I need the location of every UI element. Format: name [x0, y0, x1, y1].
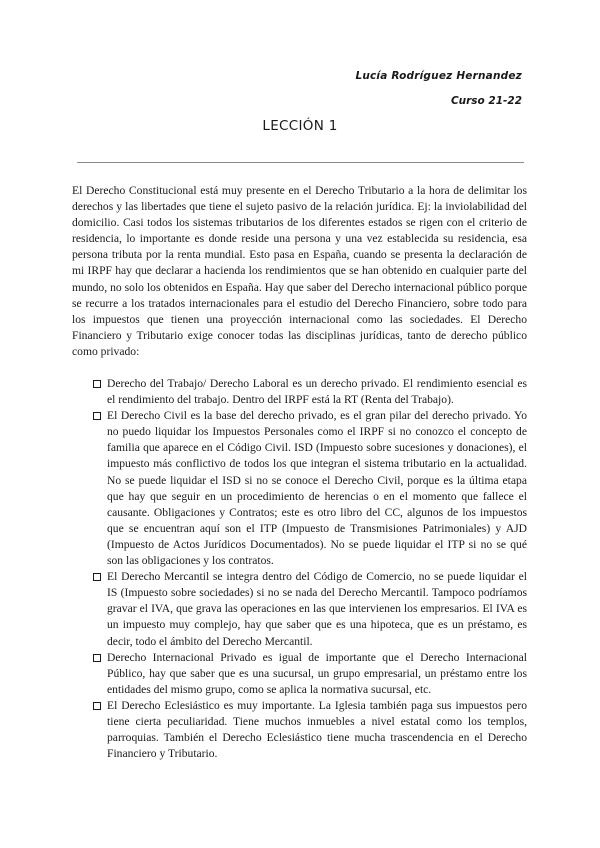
discipline-list	[93, 376, 527, 762]
title-divider	[77, 162, 524, 163]
course-label: Curso 21-22	[450, 95, 522, 107]
list-item-text: El Derecho Eclesiástico es muy importante. La Iglesia también paga sus impuestos pero tiene cierta peculiaridad. Tiene muchos inmuebles a nivel estatal como los templos, parroquias. También el Derecho Eclesiástico tiene mucha trascendencia en el Derecho Financiero y Tributario.	[107, 698, 527, 761]
list-item-text: Derecho del Trabajo/ Derecho Laboral es un derecho privado. El rendimiento esencial es el rendimiento del trabajo. Dentro del IRPF está la RT (Renta del Trabajo).	[107, 377, 527, 407]
checkbox-bullet-icon	[93, 412, 101, 420]
checkbox-bullet-icon	[93, 573, 101, 581]
list-item	[93, 569, 527, 649]
page-title: LECCIÓN 1	[262, 118, 338, 134]
list-item-text: El Derecho Mercantil se integra dentro del Código de Comercio, no se puede liquidar el IS (Impuesto sobre sociedades) si no se nada del Derecho Mercantil. Tampoco podríamos gravar el IVA, que grava las operaciones en las que intervienen los empresarios. El IVA es un impuesto muy complejo, hay que saber que es una hipoteca, que es un préstamo, es decir, todo el ámbito del Derecho Mercantil.	[107, 570, 527, 648]
list-item	[93, 698, 527, 762]
list-item	[93, 376, 527, 408]
list-item-text: El Derecho Civil es la base del derecho privado, es el gran pilar del derecho privado. Yo no puedo liquidar los Impuestos Personales como el IRPF si no conozco el concepto de familia que aparece en el Código Civil. ISD (Impuesto sobre sucesiones y donaciones), el impuesto más conflictivo de todos los que integran el sistema tributario en la actualidad. No se puede liquidar el ISD si no se conoce el Derecho Civil, porque es la última etapa que hay que seguir en un procedimiento de herencias o en el momento que fallece el causante. Obligaciones y Contratos; este es otro libro del CC, algunos de los impuestos que se encuentran aquí son el ITP (Impuesto de Transmisiones Patrimoniales) y AJD (Impuesto de Actos Jurídicos Documentados). No se puede liquidar el ITP si no se qué son las obligaciones y los contratos.	[107, 409, 527, 568]
checkbox-bullet-icon	[93, 380, 101, 388]
list-item-text: Derecho Internacional Privado es igual de importante que el Derecho Internacional Público, hay que saber que es una sucursal, un grupo empresarial, un préstamo entre los entidades del mismo grupo, como se aplica la normativa sucursal, etc.	[107, 650, 527, 696]
list-item	[93, 408, 527, 569]
list-item	[93, 650, 527, 698]
checkbox-bullet-icon	[93, 702, 101, 710]
checkbox-bullet-icon	[93, 654, 101, 662]
intro-paragraph: El Derecho Constitucional está muy presente en el Derecho Tributario a la hora de delimitar los derechos y las libertades que tiene el sujeto pasivo de la relación jurídica. Ej: la inviolabilidad del domicilio. Casi todos los sistemas tributarios de los diferentes estados se rigen con el criterio de residencia, lo importante es donde reside una persona y una vez establecida su residencia, esa persona tributa por la renta mundial. Esto pasa en España, cuando se presenta la declaración de mi IRPF hay que declarar a hacienda los rendimientos que se han obtenido en cualquier parte del mundo, no solo los obtenidos en España. Hay que saber del Derecho internacional público porque se recurre a los tratados internacionales para el estudio del Derecho Financiero, sobre todo para los impuestos que tienen una proyección internacional como las sociedades. El Derecho Financiero y Tributario exige conocer todas las disciplinas jurídicas, tanto de derecho público como privado:	[72, 184, 527, 358]
author-name: Lucía Rodríguez Hernandez	[355, 70, 522, 82]
